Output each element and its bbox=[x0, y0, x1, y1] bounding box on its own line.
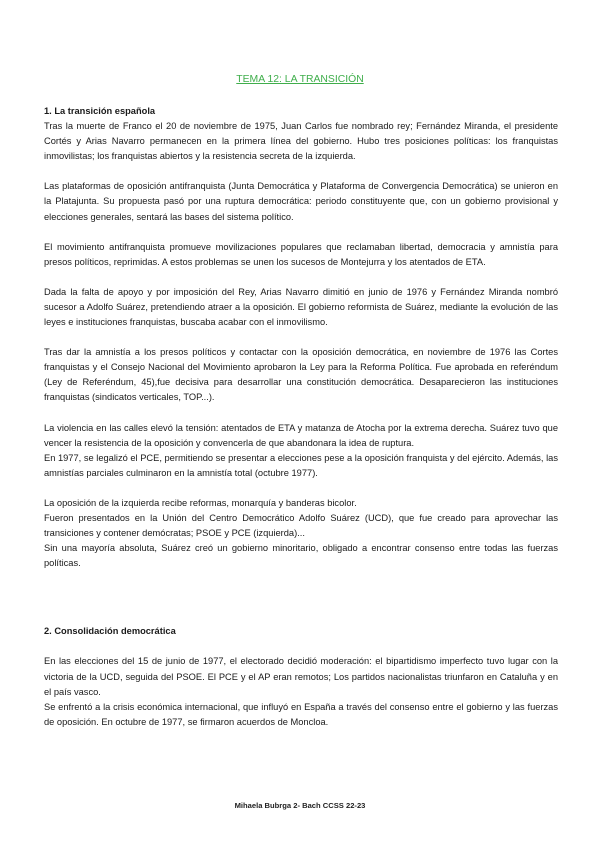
section2-paragraph: En las elecciones del 15 de junio de 1977, el electorado decidió moderación: el bipartidismo imperfecto tuvo lugar con la victoria de la UCD, seguida del PSOE. El PCE y el AP eran remotos; Los partidos nacionalistas triunfaron en Cataluña y en el país vasco. bbox=[44, 656, 558, 697]
page-footer: Mihaela Bubrga 2- Bach CCSS 22-23 bbox=[234, 801, 366, 810]
section2-paragraph: Se enfrentó a la crisis económica internacional, que influyó en España a través del consenso entre el gobierno y las fuerzas de oposición. En octubre de 1977, se firmaron acuerdos de Moncloa. bbox=[44, 701, 558, 727]
section1-paragraph: Las plataformas de oposición antifranquista (Junta Democrática y Plataforma de Convergencia Democrática) se unieron en la Platajunta. Su propuesta pasó por una ruptura democrática: periodo constituyente que, con un gobierno provisional y elecciones generales, sentará las bases del sistema político. bbox=[44, 181, 558, 222]
section1-paragraph: En 1977, se legalizó el PCE, permitiendo se presentar a elecciones pese a la oposición franquista y del ejército. Además, las amnistías parciales culminaron en la amnistía total (octubre 1977). bbox=[44, 452, 558, 478]
section1-paragraph: La violencia en las calles elevó la tensión: atentados de ETA y matanza de Atocha por la extrema derecha. Suárez tuvo que vencer la resistencia de la oposición y convencerla de que abandonara la idea de ruptura. bbox=[44, 422, 558, 448]
document-title: TEMA 12: LA TRANSICIÓN bbox=[236, 74, 364, 85]
section1-paragraph: El movimiento antifranquista promueve movilizaciones populares que reclamaban libertad, democracia y amnistía para presos políticos, reprimidas. A estos problemas se unen los sucesos de Montejurra y los atentados de ETA. bbox=[44, 241, 558, 267]
document-body bbox=[44, 104, 558, 730]
section1-paragraph: Tras la muerte de Franco el 20 de noviembre de 1975, Juan Carlos fue nombrado rey; Fernández Miranda, el presidente Cortés y Arias Navarro permanecen en la primera línea del gobierno. Hubo tres posiciones políticas: los franquistas inmovilistas; los franquistas abiertos y la resistencia secreta de la izquierda. bbox=[44, 121, 558, 162]
section1-heading: 1. La transición española bbox=[44, 106, 156, 116]
section1-paragraph: Sin una mayoría absoluta, Suárez creó un gobierno minoritario, obligado a encontrar consenso entre todas las fuerzas políticas. bbox=[44, 543, 558, 569]
section1-paragraph: Dada la falta de apoyo y por imposición del Rey, Arias Navarro dimitió en junio de 1976 y Fernández Miranda nombró sucesor a Adolfo Suárez, pretendiendo atraer a la oposición. El gobierno reformista de Suárez, mediante la evolución de las leyes e instituciones franquistas, buscaba acabar con el inmovilismo. bbox=[44, 286, 558, 328]
section1-paragraph: Fueron presentados en la Unión del Centro Democrático Adolfo Suárez (UCD), que fue creado para aprovechar las transiciones y contener demócratas; PSOE y PCE (izquierda)... bbox=[44, 512, 558, 539]
section2-heading: 2. Consolidación democrática bbox=[44, 626, 176, 637]
section1-paragraph: La oposición de la izquierda recibe reformas, monarquía y banderas bicolor. bbox=[44, 497, 357, 508]
section1-paragraph: Tras dar la amnistía a los presos políticos y contactar con la oposición democrática, en noviembre de 1976 las Cortes franquistas y el Consejo Nacional del Movimiento aprobaron la Ley para la Reforma Política. Fue aprobada en referéndum (Ley de Referéndum, 45),fue decisiva para desarrollar una constitución democrática. Desaparecieron las instituciones franquistas (sindicatos verticales, TOP...). bbox=[44, 347, 558, 403]
